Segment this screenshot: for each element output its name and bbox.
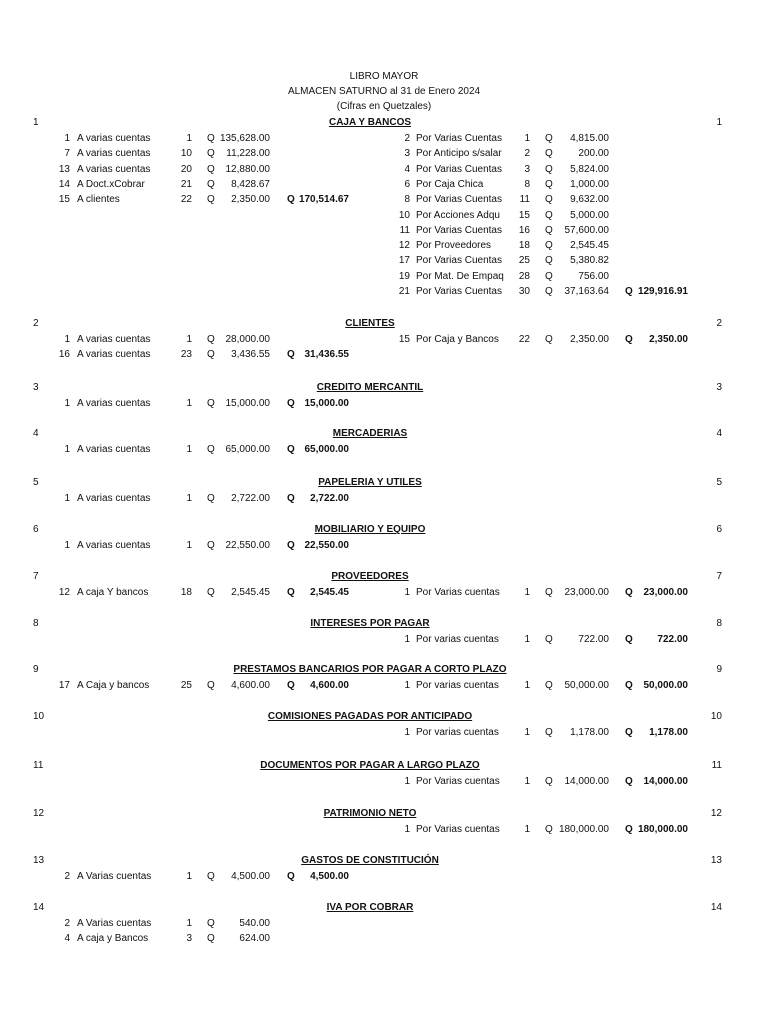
account-number-left: 1 [33,117,39,128]
credit-entry [0,587,768,601]
entry-folio: 30 [518,286,530,297]
currency-symbol: Q [207,918,215,929]
entry-ref: 2 [64,871,70,882]
entry-amount: 5,380.82 [570,255,609,267]
credit-entry [0,634,768,648]
currency-symbol: Q [545,209,553,221]
currency-symbol: Q [207,133,215,144]
currency-symbol: Q [625,680,633,691]
currency-symbol: Q [545,824,553,835]
debit-total: 4,500.00 [310,871,349,882]
account-number-left: 12 [33,808,45,819]
entry-description: A Varias cuentas [77,871,152,882]
entry-amount: 200.00 [578,148,609,160]
account-number-left: 3 [33,382,39,393]
entry-ref: 1 [404,680,410,691]
entry-description: Por Acciones Adqu [416,209,500,221]
entry-amount: 4,815.00 [570,133,609,144]
entry-description: A varias cuentas [77,444,151,455]
currency-symbol: Q [625,334,633,345]
account-number-right: 4 [716,428,722,439]
account-title: PATRIMONIO NETO [323,808,417,819]
entry-amount: 12,880.00 [225,163,270,175]
debit-total: 15,000.00 [304,398,349,409]
entry-folio: 1 [186,871,192,882]
entry-folio: 18 [518,240,530,252]
entry-ref: 15 [58,194,70,206]
currency-symbol: Q [545,270,553,282]
debit-entry [0,871,768,885]
entry-folio: 1 [186,540,192,551]
entry-folio: 25 [518,255,530,267]
currency-symbol: Q [545,286,553,297]
currency-symbol: Q [545,587,553,598]
currency-symbol: Q [287,493,295,504]
currency-symbol: Q [545,148,553,160]
account-number-right: 13 [710,855,722,866]
entry-amount: 14,000.00 [564,776,609,787]
entry-amount: 11,228.00 [226,148,270,160]
currency-symbol: Q [207,587,215,598]
currency-symbol: Q [545,334,553,345]
account-title: INTERESES POR PAGAR [310,618,430,629]
entry-description: Por Varias Cuentas [416,133,502,144]
entry-description: Por Varias Cuentas [416,163,502,175]
account-number-right: 14 [710,902,722,913]
entry-amount: 4,500.00 [231,871,270,882]
credit-entry [0,164,768,178]
account-title: CREDITO MERCANTIL [316,382,424,393]
entry-description: Por Varias cuentas [416,824,500,835]
currency-symbol: Q [207,540,215,551]
entry-ref: 1 [64,540,70,551]
currency-symbol: Q [625,634,633,645]
account-title: IVA POR COBRAR [326,902,414,913]
entry-folio: 20 [180,163,192,175]
entry-amount: 2,350.00 [231,194,270,206]
entry-amount: 2,545.45 [231,587,270,598]
entry-folio: 3 [186,933,192,945]
entry-ref: 1 [64,444,70,455]
entry-amount: 722.00 [578,634,609,645]
credit-total: 14,000.00 [643,776,688,787]
currency-symbol: Q [207,933,215,945]
entry-folio: 1 [524,587,530,598]
entry-ref: 2 [64,918,70,929]
entry-ref: 1 [64,133,70,144]
entry-folio: 3 [524,163,530,175]
entry-amount: 180,000.00 [558,824,609,835]
entry-amount: 28,000.00 [225,334,270,345]
account-number-left: 4 [33,428,39,439]
document-title: LIBRO MAYOR [349,71,419,82]
entry-description: A Varias cuentas [77,918,152,929]
credit-total: 2,350.00 [649,334,688,345]
entry-description: Por Varias cuentas [416,776,500,787]
account-number-left: 10 [33,711,45,722]
credit-entry [0,240,768,254]
account-number-left: 5 [33,477,39,488]
currency-symbol: Q [287,540,295,551]
account-number-right: 8 [716,618,722,629]
entry-description: A Doct.xCobrar [77,178,145,190]
currency-symbol: Q [545,255,553,267]
entry-amount: 2,350.00 [570,334,609,345]
account-number-left: 2 [33,318,39,329]
entry-amount: 9,632.00 [570,194,609,206]
account-number-left: 6 [33,524,39,535]
entry-amount: 5,824.00 [570,163,609,175]
entry-amount: 37,163.64 [564,286,609,297]
entry-folio: 1 [524,727,530,738]
entry-folio: 1 [186,493,192,504]
credit-entry [0,148,768,162]
credit-total: 722.00 [657,634,688,645]
currency-symbol: Q [207,148,215,160]
entry-ref: 17 [58,680,70,691]
currency-symbol: Q [545,727,553,738]
entry-amount: 540.00 [239,918,270,929]
credit-entry [0,824,768,838]
currency-symbol: Q [545,163,553,175]
entry-ref: 4 [404,163,410,175]
debit-entry [0,540,768,554]
account-number-right: 6 [716,524,722,535]
entry-ref: 1 [404,634,410,645]
currency-symbol: Q [545,133,553,144]
account-title: MERCADERIAS [332,428,408,439]
entry-description: Por Varias Cuentas [416,255,502,267]
account-title: PROVEEDORES [331,571,409,582]
entry-ref: 1 [64,398,70,409]
debit-entry [0,918,768,932]
entry-ref: 1 [404,776,410,787]
currency-symbol: Q [207,493,215,504]
credit-entry [0,255,768,269]
entry-folio: 22 [518,334,530,345]
account-number-right: 2 [716,318,722,329]
entry-amount: 3,436.55 [231,349,270,361]
entry-description: Por varias cuentas [416,727,499,738]
account-number-left: 7 [33,571,39,582]
currency-symbol: Q [545,680,553,691]
currency-symbol: Q [625,776,633,787]
entry-description: A varias cuentas [77,163,151,175]
entry-ref: 1 [64,493,70,504]
entry-description: Por Caja Chica [416,178,484,190]
entry-description: A varias cuentas [77,148,151,160]
entry-folio: 1 [524,824,530,835]
currency-symbol: Q [207,178,215,190]
entry-folio: 1 [524,776,530,787]
entry-folio: 1 [186,398,192,409]
entry-ref: 12 [398,240,410,252]
account-number-left: 8 [33,618,39,629]
entry-amount: 624.00 [239,933,270,945]
currency-symbol: Q [287,871,295,882]
debit-total: 2,722.00 [310,493,349,504]
entry-ref: 12 [58,587,70,598]
account-title: PAPELERIA Y UTILES [318,477,422,488]
entry-amount: 135,628.00 [219,133,270,144]
entry-description: Por Proveedores [416,240,492,252]
entry-folio: 23 [180,349,192,361]
entry-folio: 1 [186,444,192,455]
debit-entry [0,398,768,412]
entry-amount: 8,428.67 [231,178,270,190]
account-title: CAJA Y BANCOS [328,117,412,128]
entry-ref: 19 [398,270,410,282]
credit-total: 1,178.00 [649,727,688,738]
entry-folio: 8 [524,178,530,190]
credit-entry [0,133,768,147]
debit-total: 4,600.00 [310,680,349,691]
debit-total: 2,545.45 [310,587,349,598]
entry-amount: 65,000.00 [225,444,270,455]
credit-total: 180,000.00 [637,824,688,835]
debit-total: 65,000.00 [304,444,349,455]
account-number-right: 5 [716,477,722,488]
currency-symbol: Q [207,444,215,455]
currency-symbol: Q [207,680,215,691]
entry-description: Por varias cuentas [416,680,499,691]
entry-amount: 1,178.00 [570,727,609,738]
entry-folio: 21 [180,178,192,190]
entry-ref: 17 [398,255,410,267]
debit-total: 31,436.55 [304,349,349,361]
entry-ref: 1 [404,587,410,598]
credit-entry [0,271,768,285]
entry-description: A varias cuentas [77,349,151,361]
entry-ref: 4 [64,933,70,945]
entry-ref: 7 [64,148,70,160]
credit-entry [0,680,768,694]
entry-ref: 6 [404,178,410,190]
account-number-right: 10 [710,711,722,722]
entry-ref: 1 [64,334,70,345]
account-number-right: 11 [711,760,722,771]
credit-entry [0,210,768,224]
account-title: PRESTAMOS BANCARIOS POR PAGAR A CORTO PLAZO [233,664,507,675]
entry-ref: 10 [398,209,410,221]
currency-symbol: Q [287,398,295,409]
entry-folio: 16 [518,224,530,236]
entry-description: A varias cuentas [77,133,151,144]
account-title: CLIENTES [345,318,395,329]
credit-entry [0,194,768,208]
currency-symbol: Q [625,824,633,835]
entry-ref: 14 [58,178,70,190]
currency-symbol: Q [625,727,633,738]
currency-symbol: Q [207,871,215,882]
entry-folio: 18 [180,587,192,598]
debit-entry [0,444,768,458]
credit-entry [0,334,768,348]
entry-description: Por Varias Cuentas [416,286,502,297]
currency-symbol: Q [287,349,295,361]
entry-description: Por Varias cuentas [416,587,500,598]
entry-folio: 1 [186,334,192,345]
entry-amount: 57,600.00 [564,224,609,236]
currency-symbol: Q [545,194,553,206]
entry-description: Por Mat. De Empaq [416,270,504,282]
entry-description: A varias cuentas [77,540,151,551]
entry-amount: 22,550.00 [225,540,270,551]
entry-folio: 10 [180,148,192,160]
entry-amount: 4,600.00 [231,680,270,691]
entry-ref: 1 [404,824,410,835]
entry-amount: 1,000.00 [570,178,609,190]
entry-amount: 2,722.00 [231,493,270,504]
credit-entry [0,727,768,741]
credit-entry [0,776,768,790]
entry-ref: 3 [404,148,410,160]
entry-folio: 1 [524,680,530,691]
credit-entry [0,225,768,239]
entry-folio: 2 [524,148,530,160]
entry-ref: 8 [404,194,410,206]
debit-entry [0,933,768,947]
debit-entry [0,493,768,507]
debit-total: 170,514.67 [298,194,349,206]
entry-amount: 5,000.00 [570,209,609,221]
currency-symbol: Q [545,240,553,252]
entry-description: A varias cuentas [77,493,151,504]
account-title: COMISIONES PAGADAS POR ANTICIPADO [267,711,473,722]
account-number-left: 11 [33,760,44,771]
credit-total: 23,000.00 [643,587,688,598]
entry-folio: 22 [180,194,192,206]
currency-symbol: Q [545,224,553,236]
account-number-right: 12 [710,808,722,819]
currency-symbol: Q [207,163,215,175]
entry-description: A Caja y bancos [77,680,150,691]
entry-ref: 15 [398,334,410,345]
credit-total: 50,000.00 [643,680,688,691]
entry-ref: 16 [58,349,70,361]
currency-symbol: Q [625,286,633,297]
currency-symbol: Q [287,680,295,691]
account-number-left: 9 [33,664,39,675]
entry-folio: 1 [186,918,192,929]
entry-description: A caja Y bancos [77,587,149,598]
entry-ref: 2 [404,133,410,144]
entry-description: A varias cuentas [77,334,151,345]
currency-symbol: Q [545,178,553,190]
entry-amount: 50,000.00 [564,680,609,691]
entry-folio: 1 [524,133,530,144]
currency-symbol: Q [545,634,553,645]
currency-symbol: Q [287,444,295,455]
currency-symbol: Q [287,194,295,206]
entry-ref: 13 [58,163,70,175]
account-number-left: 13 [33,855,45,866]
entry-description: A caja y Bancos [77,933,149,945]
entry-description: Por varias cuentas [416,634,499,645]
currency-symbol: Q [545,776,553,787]
entry-folio: 28 [518,270,530,282]
entry-description: Por Varias Cuentas [416,224,502,236]
document-currency-note: (Cifras en Quetzales) [336,101,432,112]
entry-ref: 11 [399,224,410,236]
entry-description: A varias cuentas [77,398,151,409]
debit-total: 22,550.00 [304,540,349,551]
entry-amount: 23,000.00 [564,587,609,598]
credit-entry [0,286,768,300]
account-title: MOBILIARIO Y EQUIPO [314,524,426,535]
account-title: DOCUMENTOS POR PAGAR A LARGO PLAZO [260,760,480,771]
entry-ref: 1 [404,727,410,738]
currency-symbol: Q [207,349,215,361]
account-number-left: 14 [33,902,45,913]
document-subtitle: ALMACEN SATURNO al 31 de Enero 2024 [287,86,481,97]
account-number-right: 3 [716,382,722,393]
entry-description: A clientes [77,194,120,206]
entry-ref: 21 [398,286,410,297]
entry-folio: 1 [186,133,192,144]
account-number-right: 9 [716,664,722,675]
debit-entry [0,349,768,363]
account-number-right: 1 [716,117,722,128]
entry-folio: 11 [519,194,530,206]
currency-symbol: Q [207,398,215,409]
entry-description: Por Caja y Bancos [416,334,499,345]
account-number-right: 7 [716,571,722,582]
entry-amount: 15,000.00 [225,398,270,409]
entry-folio: 25 [180,680,192,691]
currency-symbol: Q [207,194,215,206]
currency-symbol: Q [625,587,633,598]
credit-entry [0,179,768,193]
currency-symbol: Q [287,587,295,598]
entry-amount: 2,545.45 [570,240,609,252]
entry-folio: 15 [518,209,530,221]
entry-amount: 756.00 [578,270,609,282]
credit-total: 129,916.91 [637,286,688,297]
entry-description: Por Anticipo s/salar [416,148,502,160]
entry-description: Por Varias Cuentas [416,194,502,206]
account-title: GASTOS DE CONSTITUCIÓN [301,855,439,866]
currency-symbol: Q [207,334,215,345]
entry-folio: 1 [524,634,530,645]
